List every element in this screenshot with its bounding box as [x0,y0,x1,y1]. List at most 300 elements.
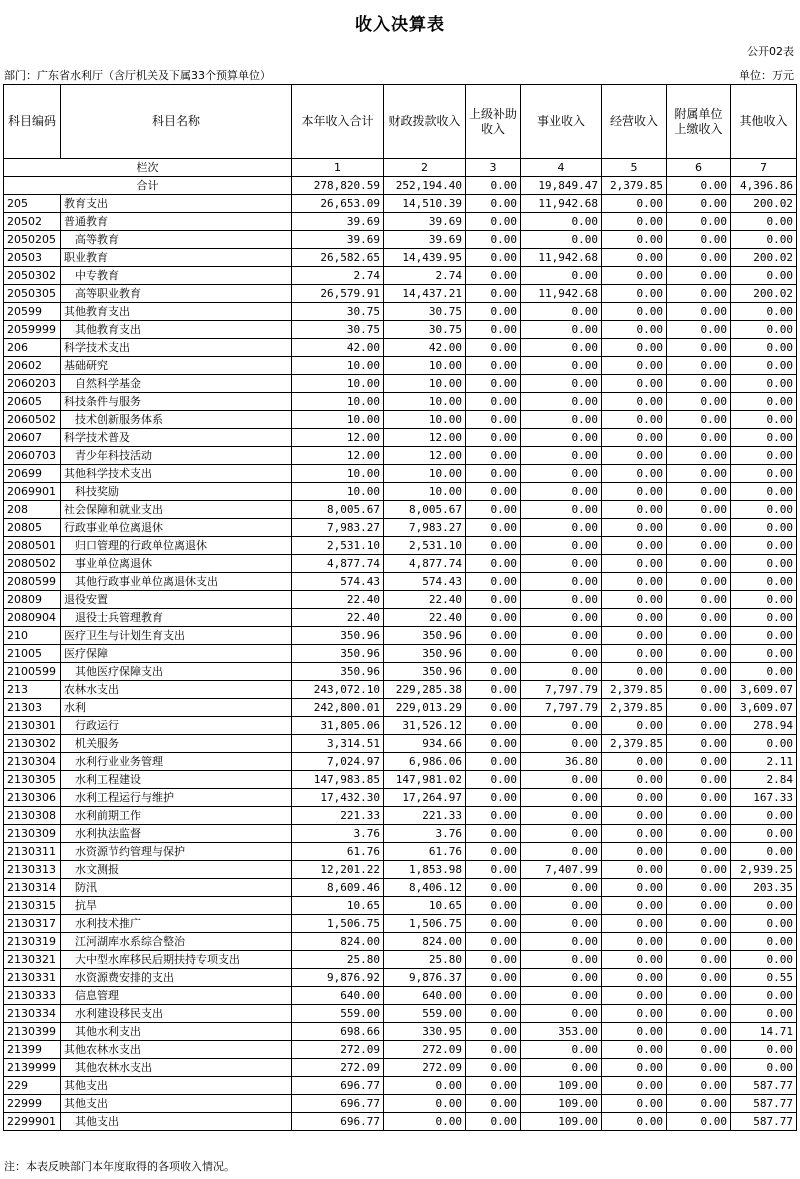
amount-cell: 0.00 [602,933,667,951]
table-row [4,411,797,429]
amount-cell: 0.00 [466,825,521,843]
table-row [4,987,797,1005]
amount-cell: 0.00 [521,411,602,429]
amount-cell: 42.00 [384,339,466,357]
amount-cell: 30.75 [292,321,384,339]
amount-cell: 4,877.74 [292,555,384,573]
amount-cell: 272.09 [384,1059,466,1077]
table-row [4,375,797,393]
amount-cell: 350.96 [292,645,384,663]
header-cell: 科目编码 [4,85,61,159]
amount-cell: 10.00 [384,393,466,411]
subject-name: 普通教育 [61,213,292,231]
amount-cell: 0.00 [731,501,797,519]
amount-cell: 2.74 [384,267,466,285]
subject-name: 行政事业单位离退休 [61,519,292,537]
amount-cell: 0.00 [602,1077,667,1095]
subject-code: 2100599 [4,663,61,681]
amount-cell: 36.80 [521,753,602,771]
header-row [4,85,797,159]
amount-cell: 26,579.91 [292,285,384,303]
subject-code: 2130321 [4,951,61,969]
table-row [4,699,797,717]
header-cell: 经营收入 [602,85,667,159]
subject-code: 210 [4,627,61,645]
subject-name: 科学技术支出 [61,339,292,357]
table-row [4,555,797,573]
amount-cell: 353.00 [521,1023,602,1041]
amount-cell: 0.00 [667,303,731,321]
amount-cell: 200.02 [731,285,797,303]
amount-cell: 0.00 [667,699,731,717]
amount-cell: 0.00 [466,591,521,609]
amount-cell: 0.00 [667,663,731,681]
amount-cell: 0.00 [667,375,731,393]
subject-code: 2059999 [4,321,61,339]
amount-cell: 0.00 [667,1005,731,1023]
amount-cell: 272.09 [292,1041,384,1059]
amount-cell: 0.00 [466,987,521,1005]
amount-cell: 0.00 [521,879,602,897]
amount-cell: 26,653.09 [292,195,384,213]
amount-cell: 0.00 [667,807,731,825]
amount-cell: 0.00 [602,969,667,987]
amount-cell: 0.00 [521,1005,602,1023]
amount-cell: 0.00 [466,1041,521,1059]
amount-cell: 61.76 [384,843,466,861]
amount-cell: 0.00 [521,771,602,789]
amount-cell: 0.00 [466,519,521,537]
table-row [4,951,797,969]
amount-cell: 10.00 [292,483,384,501]
amount-cell: 0.00 [731,483,797,501]
amount-cell: 0.00 [667,213,731,231]
amount-cell: 0.00 [667,861,731,879]
subject-name: 其他水利支出 [61,1023,292,1041]
amount-cell: 0.00 [667,195,731,213]
amount-cell: 0.00 [466,231,521,249]
amount-cell: 0.00 [731,573,797,591]
subject-name: 事业单位离退休 [61,555,292,573]
table-row [4,483,797,501]
subject-code: 2130399 [4,1023,61,1041]
subject-name: 退役安置 [61,591,292,609]
amount-cell: 11,942.68 [521,285,602,303]
amount-cell: 25.80 [292,951,384,969]
amount-cell: 229,285.38 [384,681,466,699]
amount-cell: 10.00 [292,357,384,375]
subject-name: 其他农林水支出 [61,1059,292,1077]
amount-cell: 0.00 [521,663,602,681]
table-row [4,825,797,843]
amount-cell: 0.00 [466,447,521,465]
subject-code: 2130302 [4,735,61,753]
amount-cell: 0.00 [466,285,521,303]
table-row [4,807,797,825]
amount-cell: 2.84 [731,771,797,789]
subject-code: 2080904 [4,609,61,627]
amount-cell: 0.00 [667,753,731,771]
amount-cell: 696.77 [292,1095,384,1113]
total-cell: 278,820.59 [292,177,384,195]
amount-cell: 0.00 [466,861,521,879]
amount-cell: 243,072.10 [292,681,384,699]
subject-name: 其他支出 [61,1113,292,1131]
subject-name: 其他支出 [61,1095,292,1113]
amount-cell: 39.69 [292,231,384,249]
amount-cell: 0.00 [602,645,667,663]
amount-cell: 221.33 [384,807,466,825]
amount-cell: 109.00 [521,1077,602,1095]
form-code: 公开02表 [747,45,794,58]
amount-cell: 0.00 [521,987,602,1005]
amount-cell: 0.00 [667,1077,731,1095]
amount-cell: 0.00 [521,231,602,249]
amount-cell: 0.00 [521,375,602,393]
amount-cell: 7,024.97 [292,753,384,771]
amount-cell: 0.00 [466,681,521,699]
amount-cell: 12.00 [292,429,384,447]
amount-cell: 0.00 [521,429,602,447]
amount-cell: 0.00 [731,843,797,861]
amount-cell: 31,805.06 [292,717,384,735]
amount-cell: 0.00 [602,519,667,537]
amount-cell: 0.00 [521,321,602,339]
header-cell: 其他收入 [731,85,797,159]
amount-cell: 61.76 [292,843,384,861]
amount-cell: 0.00 [731,627,797,645]
table-row [4,501,797,519]
amount-cell: 0.00 [521,519,602,537]
amount-cell: 0.00 [667,501,731,519]
table-row [4,861,797,879]
amount-cell: 0.00 [667,483,731,501]
total-cell: 0.00 [667,177,731,195]
amount-cell: 0.00 [521,969,602,987]
amount-cell: 0.00 [602,393,667,411]
amount-cell: 0.00 [731,213,797,231]
table-row [4,1005,797,1023]
amount-cell: 0.00 [466,429,521,447]
subject-code: 2050205 [4,231,61,249]
subject-code: 2130301 [4,717,61,735]
subject-name: 其他支出 [61,1077,292,1095]
amount-cell: 12.00 [384,429,466,447]
amount-cell: 0.00 [466,555,521,573]
subject-code: 2050305 [4,285,61,303]
amount-cell: 0.00 [466,843,521,861]
amount-cell: 0.00 [466,1095,521,1113]
subject-name: 其他农林水支出 [61,1041,292,1059]
table-row [4,231,797,249]
total-label: 合计 [4,177,292,195]
amount-cell: 0.00 [667,717,731,735]
amount-cell: 824.00 [292,933,384,951]
amount-cell: 0.00 [731,411,797,429]
table-row [4,537,797,555]
amount-cell: 3.76 [292,825,384,843]
amount-cell: 14,510.39 [384,195,466,213]
subject-code: 2080501 [4,537,61,555]
amount-cell: 0.00 [384,1113,466,1131]
column-index-cell: 1 [292,159,384,177]
amount-cell: 0.00 [667,951,731,969]
subject-code: 20599 [4,303,61,321]
header-cell: 附属单位上缴收入 [667,85,731,159]
table-row [4,573,797,591]
amount-cell: 0.00 [521,303,602,321]
header-cell: 科目名称 [61,85,292,159]
subject-name: 水利行业业务管理 [61,753,292,771]
table-row [4,249,797,267]
amount-cell: 0.00 [667,267,731,285]
amount-cell: 0.00 [667,771,731,789]
amount-cell: 0.00 [667,447,731,465]
amount-cell: 3,609.07 [731,699,797,717]
amount-cell: 0.00 [466,573,521,591]
subject-name: 农林水支出 [61,681,292,699]
amount-cell: 0.00 [602,429,667,447]
amount-cell: 26,582.65 [292,249,384,267]
amount-cell: 0.00 [466,933,521,951]
amount-cell: 0.00 [667,735,731,753]
subject-code: 2130317 [4,915,61,933]
amount-cell: 0.00 [466,393,521,411]
table-row [4,267,797,285]
table-row [4,717,797,735]
total-cell: 2,379.85 [602,177,667,195]
subject-name: 基础研究 [61,357,292,375]
subject-name: 行政运行 [61,717,292,735]
amount-cell: 0.00 [731,267,797,285]
subject-code: 229 [4,1077,61,1095]
amount-cell: 14,439.95 [384,249,466,267]
column-index-cell: 5 [602,159,667,177]
subject-code: 213 [4,681,61,699]
amount-cell: 0.00 [731,555,797,573]
amount-cell: 10.00 [292,411,384,429]
amount-cell: 0.00 [602,879,667,897]
amount-cell: 0.00 [384,1077,466,1095]
subject-name: 其他行政事业单位离退休支出 [61,573,292,591]
amount-cell: 0.00 [602,231,667,249]
amount-cell: 0.00 [667,1023,731,1041]
amount-cell: 22.40 [384,609,466,627]
page-title: 收入决算表 [355,15,445,35]
table-row [4,789,797,807]
amount-cell: 0.00 [521,537,602,555]
subject-code: 2080599 [4,573,61,591]
subject-code: 22999 [4,1095,61,1113]
amount-cell: 0.00 [466,195,521,213]
amount-cell: 0.00 [667,429,731,447]
amount-cell: 0.00 [602,339,667,357]
subject-code: 2130319 [4,933,61,951]
amount-cell: 8,005.67 [292,501,384,519]
amount-cell: 0.00 [466,717,521,735]
column-index-cell: 3 [466,159,521,177]
amount-cell: 0.00 [466,339,521,357]
amount-cell: 0.00 [602,555,667,573]
amount-cell: 0.00 [731,339,797,357]
amount-cell: 22.40 [292,609,384,627]
subject-name: 机关服务 [61,735,292,753]
amount-cell: 0.00 [667,357,731,375]
amount-cell: 0.00 [602,915,667,933]
amount-cell: 0.00 [731,825,797,843]
amount-cell: 0.00 [602,771,667,789]
subject-name: 信息管理 [61,987,292,1005]
subject-code: 206 [4,339,61,357]
amount-cell: 9,876.37 [384,969,466,987]
amount-cell: 0.00 [731,735,797,753]
amount-cell: 0.00 [466,897,521,915]
amount-cell: 0.00 [731,321,797,339]
amount-cell: 7,797.79 [521,681,602,699]
footnote: 注：本表反映部门本年度取得的各项收入情况。 [4,1160,235,1173]
amount-cell: 0.00 [667,879,731,897]
table-row [4,465,797,483]
total-cell: 0.00 [466,177,521,195]
amount-cell: 0.00 [521,627,602,645]
amount-cell: 0.00 [667,1095,731,1113]
amount-cell: 0.00 [731,537,797,555]
amount-cell: 0.00 [602,1113,667,1131]
amount-cell: 11,942.68 [521,249,602,267]
subject-code: 2060203 [4,375,61,393]
amount-cell: 2,939.25 [731,861,797,879]
subject-name: 医疗卫生与计划生育支出 [61,627,292,645]
amount-cell: 0.00 [521,267,602,285]
income-table [3,84,797,1131]
amount-cell: 1,506.75 [292,915,384,933]
subject-name: 职业教育 [61,249,292,267]
amount-cell: 0.00 [731,645,797,663]
amount-cell: 0.00 [602,213,667,231]
amount-cell: 167.33 [731,789,797,807]
amount-cell: 200.02 [731,249,797,267]
amount-cell: 147,981.02 [384,771,466,789]
header-cell: 上级补助收入 [466,85,521,159]
amount-cell: 0.00 [466,1113,521,1131]
amount-cell: 0.00 [602,195,667,213]
amount-cell: 7,407.99 [521,861,602,879]
amount-cell: 39.69 [292,213,384,231]
amount-cell: 0.00 [466,357,521,375]
amount-cell: 0.00 [466,465,521,483]
amount-cell: 0.00 [602,447,667,465]
amount-cell: 39.69 [384,213,466,231]
amount-cell: 9,876.92 [292,969,384,987]
amount-cell: 0.00 [466,267,521,285]
amount-cell: 0.00 [667,609,731,627]
amount-cell: 0.00 [602,807,667,825]
subject-name: 水利工程运行与维护 [61,789,292,807]
table-row [4,1095,797,1113]
amount-cell: 147,983.85 [292,771,384,789]
subject-code: 21399 [4,1041,61,1059]
subject-code: 20602 [4,357,61,375]
subject-code: 2050302 [4,267,61,285]
amount-cell: 0.00 [521,555,602,573]
table-row [4,1077,797,1095]
subject-code: 2060502 [4,411,61,429]
subject-code: 208 [4,501,61,519]
table-row [4,915,797,933]
amount-cell: 0.00 [466,501,521,519]
amount-cell: 0.00 [667,285,731,303]
amount-cell: 0.00 [667,843,731,861]
department-label: 部门：广东省水利厅（含厅机关及下属33个预算单位） [4,69,271,82]
amount-cell: 10.00 [292,465,384,483]
amount-cell: 0.00 [731,465,797,483]
table-row [4,339,797,357]
subject-name: 水利技术推广 [61,915,292,933]
amount-cell: 7,797.79 [521,699,602,717]
subject-name: 水利 [61,699,292,717]
amount-cell: 0.00 [466,537,521,555]
amount-cell: 0.00 [466,375,521,393]
amount-cell: 0.00 [521,951,602,969]
amount-cell: 0.00 [466,321,521,339]
amount-cell: 0.00 [731,951,797,969]
table-row [4,663,797,681]
subject-name: 社会保障和就业支出 [61,501,292,519]
amount-cell: 0.00 [667,627,731,645]
subject-name: 科学技术普及 [61,429,292,447]
amount-cell: 3,609.07 [731,681,797,699]
amount-cell: 698.66 [292,1023,384,1041]
amount-cell: 0.00 [667,231,731,249]
amount-cell: 330.95 [384,1023,466,1041]
amount-cell: 0.00 [731,987,797,1005]
table-row [4,897,797,915]
amount-cell: 0.00 [602,609,667,627]
amount-cell: 350.96 [292,627,384,645]
amount-cell: 824.00 [384,933,466,951]
amount-cell: 0.00 [602,357,667,375]
subject-name: 科技条件与服务 [61,393,292,411]
amount-cell: 587.77 [731,1113,797,1131]
amount-cell: 10.00 [384,375,466,393]
amount-cell: 0.00 [667,1041,731,1059]
amount-cell: 574.43 [292,573,384,591]
amount-cell: 0.00 [731,429,797,447]
amount-cell: 0.00 [466,663,521,681]
amount-cell: 0.00 [384,1095,466,1113]
amount-cell: 0.00 [521,717,602,735]
subject-name: 江河湖库水系综合整治 [61,933,292,951]
table-row [4,645,797,663]
amount-cell: 0.00 [602,267,667,285]
table-row [4,285,797,303]
column-index-cell: 6 [667,159,731,177]
amount-cell: 39.69 [384,231,466,249]
amount-cell: 0.00 [466,303,521,321]
table-row [4,627,797,645]
amount-cell: 0.00 [667,339,731,357]
amount-cell: 0.00 [521,915,602,933]
subject-name: 青少年科技活动 [61,447,292,465]
amount-cell: 0.00 [602,753,667,771]
table-row [4,591,797,609]
subject-name: 高等教育 [61,231,292,249]
column-index-label: 栏次 [4,159,292,177]
amount-cell: 0.00 [602,951,667,969]
table-row [4,843,797,861]
amount-cell: 10.00 [384,411,466,429]
subject-code: 2069901 [4,483,61,501]
